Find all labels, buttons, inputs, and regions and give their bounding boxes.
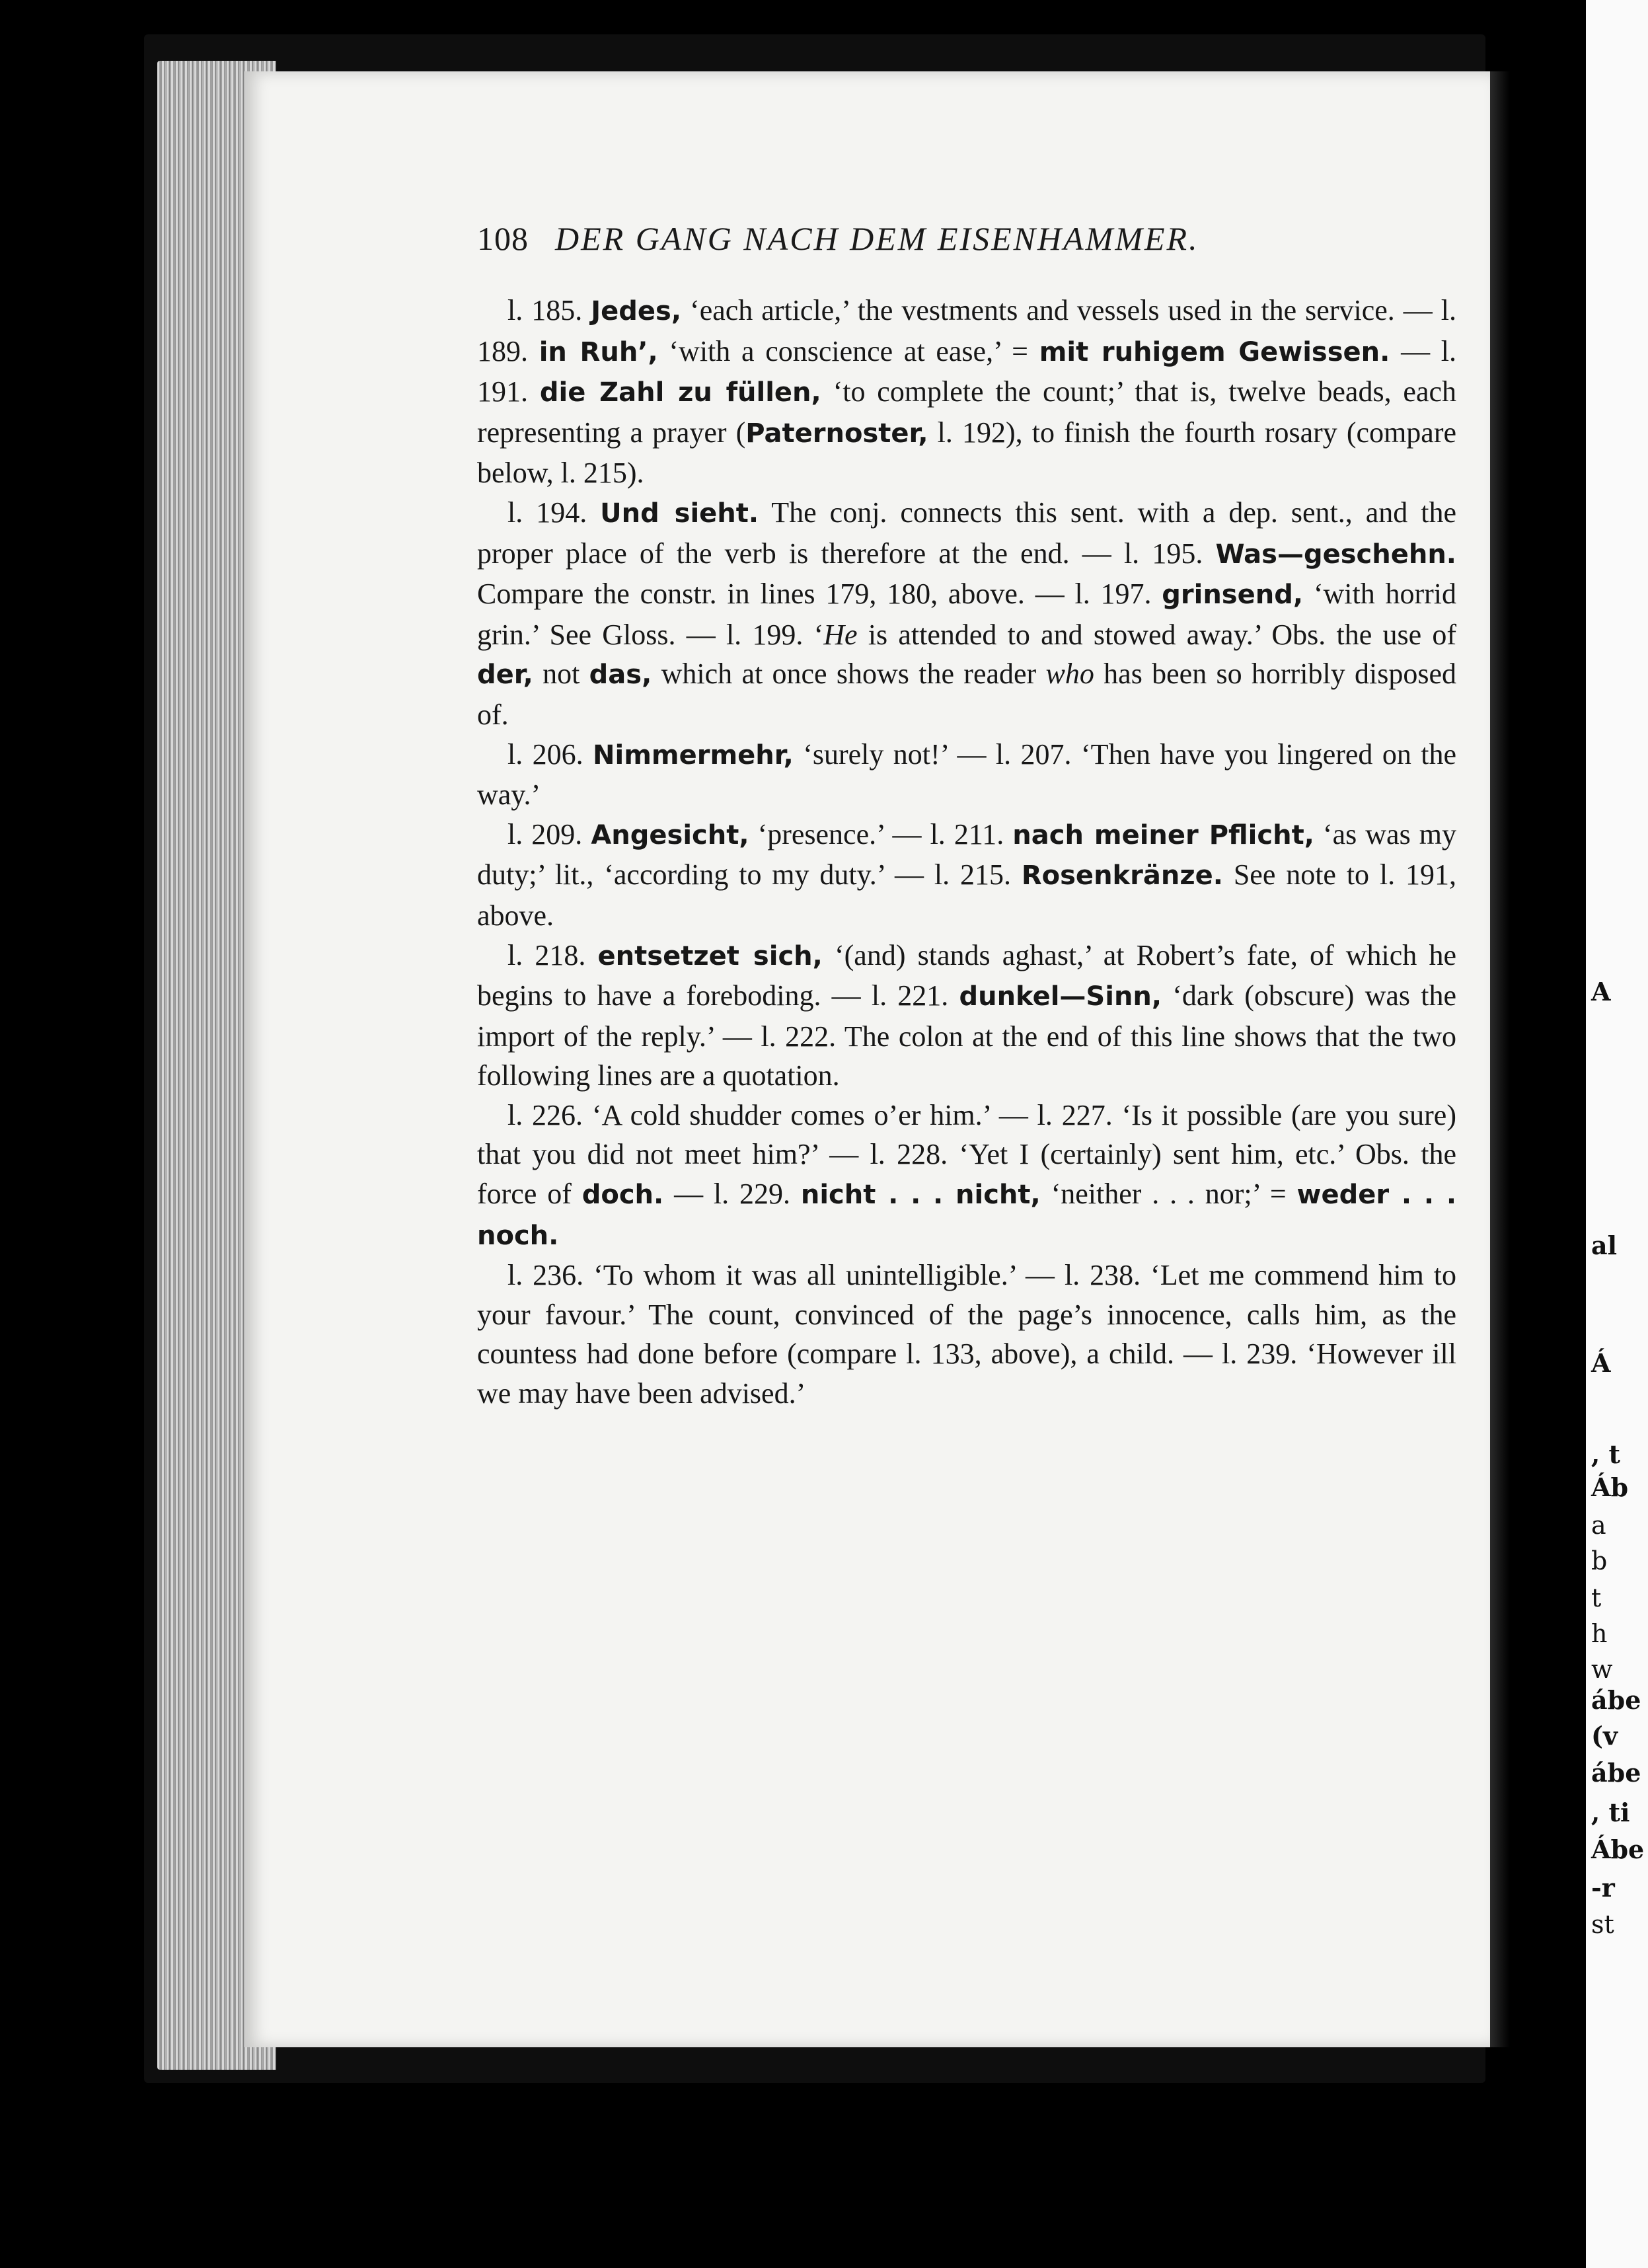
bold-term: Jedes, — [591, 296, 682, 326]
bold-term: Nimmermehr, — [593, 739, 794, 771]
note-paragraph — [477, 1256, 1456, 1413]
facing-page-fragment: w — [1591, 1655, 1613, 1684]
note-paragraph — [477, 493, 1456, 735]
note-text: — l. 191. — [477, 334, 1456, 408]
bold-term: mit ruhigem Gewissen. — [1039, 336, 1390, 367]
note-text: ‘presence.’ — l. 211. — [749, 817, 1013, 850]
facing-page-fragment: b — [1591, 1546, 1608, 1575]
note-text: ‘(and) stands aghast,’ at Robert’s fate, of which he begins to have a foreboding. — l. 221. — [477, 938, 1456, 1012]
bold-term: nicht . . . nicht, — [800, 1180, 1041, 1211]
bold-term: grinsend, — [1162, 580, 1304, 611]
note-text: ‘with horrid grin.’ See Gloss. — l. 199. ‘ — [477, 578, 1456, 651]
bold-term: Was—geschehn. — [1215, 539, 1456, 570]
note-paragraph — [477, 291, 1456, 493]
note-text: l. 192), to finish the fourth rosary (compare below, l. 215). — [477, 416, 1457, 490]
facing-page-fragment: ábe — [1591, 1758, 1641, 1788]
bold-term: Paternoster, — [745, 418, 928, 449]
note-text: l. 194. — [507, 496, 601, 529]
page-number: 108 — [477, 220, 529, 257]
bold-term: Rosenkränze. — [1021, 860, 1223, 891]
facing-page-edge — [1586, 0, 1648, 2268]
facing-page-fragment: ábe — [1591, 1685, 1641, 1715]
facing-page-fragment: A — [1591, 977, 1611, 1006]
running-title: DER GANG NACH DEM EISENHAMMER. — [555, 220, 1199, 257]
note-text: ‘neither . . . nor;’ = — [1040, 1178, 1297, 1211]
bold-term: nach meiner Pflicht, — [1012, 819, 1314, 850]
note-text: which at once shows the reader — [652, 658, 1046, 691]
facing-page-fragment: al — [1591, 1230, 1618, 1260]
bold-term: doch. — [581, 1180, 664, 1211]
note-text: ‘to complete the count;’ that is, twelve beads, each representing a prayer ( — [477, 375, 1457, 449]
bold-term: der, — [477, 660, 533, 691]
note-paragraph — [477, 1096, 1456, 1256]
facing-page-fragment: Ábe — [1591, 1834, 1645, 1864]
running-head — [477, 219, 1199, 258]
note-text: l. 206. — [507, 737, 593, 771]
facing-page-fragment: a — [1591, 1511, 1606, 1540]
facing-page-fragment: h — [1591, 1619, 1608, 1648]
facing-page-fragment: Áb — [1591, 1472, 1629, 1502]
bold-term: entsetzet sich, — [597, 940, 823, 971]
bold-term: die Zahl zu füllen, — [539, 377, 821, 408]
note-text: l. 226. ‘A cold shudder comes o’er him.’ — l. 227. ‘Is it possible (are you sure) that you did not meet him?’ — l. 228. ‘Yet I (certainly) sent him, etc.’ Obs. the force of — [477, 1098, 1456, 1211]
facing-page-fragment: (v — [1591, 1721, 1618, 1751]
note-text: ‘dark (obscure) was the import of the reply.’ — l. 222. The colon at the end of this line shows that the two following lines are a quotation. — [477, 979, 1456, 1092]
note-paragraph — [477, 815, 1456, 936]
note-paragraph — [477, 735, 1456, 815]
note-paragraph — [477, 936, 1456, 1096]
bold-term: Angesicht, — [591, 819, 749, 850]
note-text: l. 218. — [507, 938, 598, 971]
note-text: not — [533, 658, 589, 691]
note-text: ‘with a conscience at ease,’ = — [657, 334, 1039, 367]
bold-term: Und sieht. — [600, 498, 759, 529]
note-text: l. 185. — [507, 294, 591, 326]
facing-page-fragment: , t — [1591, 1439, 1621, 1469]
note-text: Compare the constr. in lines 179, 180, above. — l. 197. — [477, 578, 1162, 611]
bold-term: weder . . . noch. — [477, 1180, 1457, 1251]
note-text: The conj. connects this sent. with a dep. sent., and the proper place of the verb is therefore at the end. — l. 195. — [477, 496, 1456, 570]
bold-term: in Ruh’, — [539, 336, 658, 367]
note-text: ‘as was my duty;’ lit., ‘according to my duty.’ — l. 215. — [477, 817, 1456, 891]
facing-page-fragment: st — [1591, 1910, 1614, 1939]
facing-page-fragment: t — [1591, 1583, 1602, 1612]
note-text: l. 236. ‘To whom it was all unintelligible.’ — l. 238. ‘Let me commend him to your favour.’ The count, convinced of the page’s innocence, calls him, as the countess had done before (compare l. 133, above), a child. — l. 239. ‘However ill we may have been advised.’ — [477, 1259, 1456, 1410]
bold-term: das, — [589, 660, 652, 691]
facing-page-fragment: , ti — [1591, 1797, 1630, 1827]
italic-text: He — [823, 618, 858, 651]
page-gutter-shadow — [1490, 71, 1510, 2047]
italic-text: who — [1045, 658, 1094, 691]
note-text: ‘surely not!’ — l. 207. ‘Then have you lingered on the way.’ — [477, 737, 1456, 812]
note-text: See note to l. 191, above. — [477, 858, 1457, 932]
note-text: — l. 229. — [663, 1178, 801, 1211]
facing-page-fragment: Á — [1591, 1348, 1611, 1378]
note-text: is attended to and stowed away.’ Obs. the use of — [857, 618, 1456, 651]
note-text: has been so horribly disposed of. — [477, 658, 1456, 731]
facing-page-fragment: -r — [1591, 1873, 1615, 1903]
notes-text — [477, 291, 1456, 1414]
note-text: l. 209. — [507, 817, 591, 850]
bold-term: dunkel—Sinn, — [959, 981, 1162, 1012]
note-text: ‘each article,’ the vestments and vessels used in the service. — l. 189. — [477, 294, 1456, 367]
